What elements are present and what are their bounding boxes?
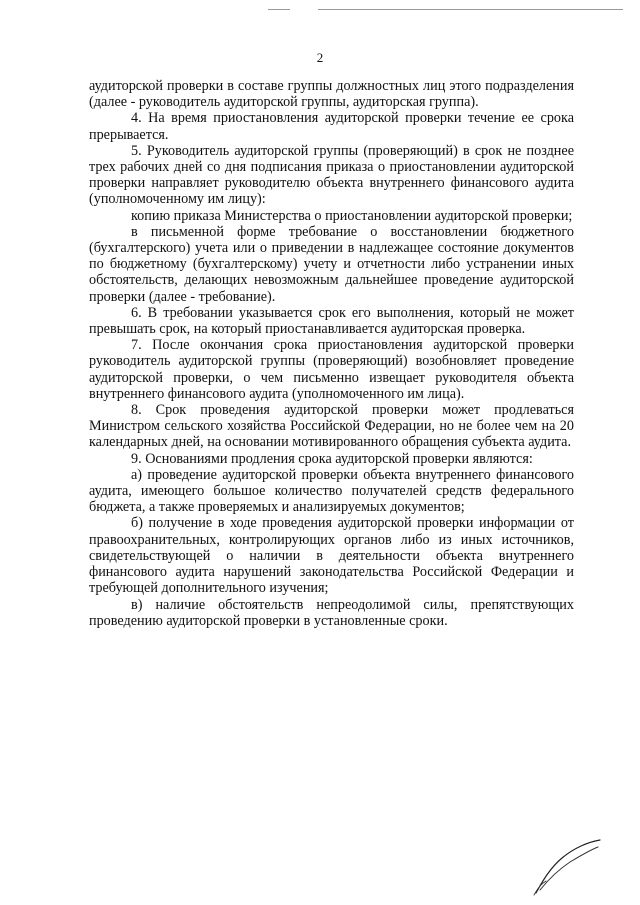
paragraph: б) получение в ходе проведения аудиторской проверки информации от правоохранительных, контролирующих органов либо из иных источников, свидетельствующей о наличии в деятельности объекта внутреннего финансового аудита нарушений законодательства Российской Федерации и требующей дополнительного изучения; [89, 515, 574, 597]
document-body [89, 78, 574, 629]
paragraph: 4. На время приостановления аудиторской проверки течение ее срока прерывается. [89, 110, 574, 143]
paragraph: копию приказа Министерства о приостановлении аудиторской проверки; [131, 207, 573, 224]
paragraph: 6. В требовании указывается срок его выполнения, который не может превышать срок, на который приостанавливается аудиторская проверка. [89, 304, 574, 338]
handwritten-signature [528, 838, 608, 896]
paragraph: аудиторской проверки в составе группы должностных лиц этого подразделения (далее - руководитель аудиторской группы, аудиторская группа). [89, 78, 574, 111]
paragraph: 8. Срок проведения аудиторской проверки может продлеваться Министром сельского хозяйства Российской Федерации, но не более чем на 20 календарных дней, на основании мотивированного обращения субъекта аудита. [89, 402, 574, 451]
scan-artifact-line [318, 9, 623, 10]
paragraph: 7. После окончания срока приостановления аудиторской проверки руководитель аудиторской группы (проверяющий) возобновляет проведение аудиторской проверки, о чем письменно извещает руководителя объекта внутреннего финансового аудита (уполномоченного им лица). [89, 337, 574, 402]
paragraph: а) проведение аудиторской проверки объекта внутреннего финансового аудита, имеющего большое количество получателей средств федерального бюджета, а также проверяемых и анализируемых документов; [89, 466, 574, 516]
paragraph: в) наличие обстоятельств непреодолимой силы, препятствующих проведению аудиторской проверки в установленные сроки. [89, 596, 574, 629]
paragraph: 9. Основаниями продления срока аудиторской проверки являются: [131, 450, 533, 467]
page-number: 2 [316, 50, 324, 65]
scan-artifact-line [268, 9, 290, 10]
paragraph: в письменной форме требование о восстановлении бюджетного (бухгалтерского) учета или о приведении в надлежащее состояние документов по бюджетному (бухгалтерскому) учету и отчетности либо устранении иных обстоятельств, делающих невозможным дальнейшее проведение аудиторской проверки (далее - требование). [89, 223, 574, 305]
paragraph: 5. Руководитель аудиторской группы (проверяющий) в срок не позднее трех рабочих дней со дня подписания приказа о приостановлении аудиторской проверки направляет руководителю объекта внутреннего финансового аудита (уполномоченному им лицу): [89, 142, 574, 208]
